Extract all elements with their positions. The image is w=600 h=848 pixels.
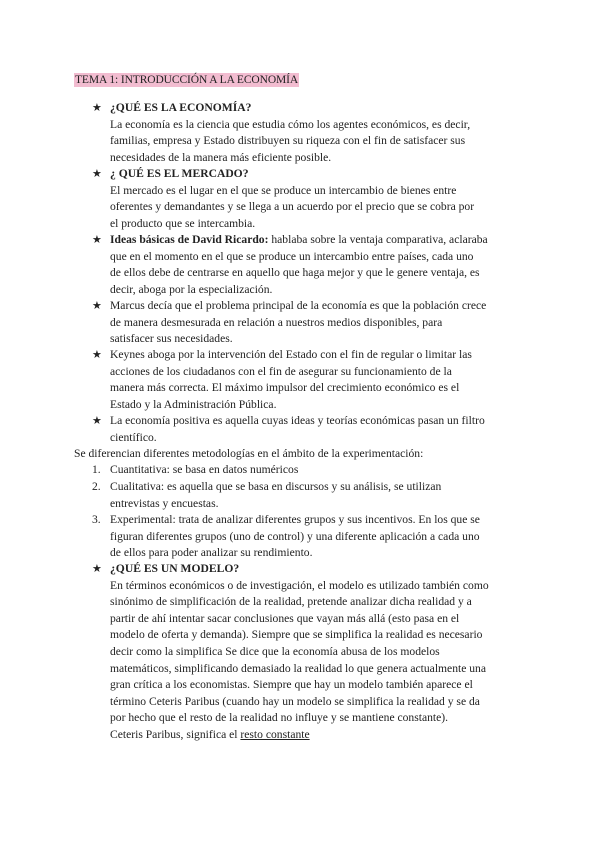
bullet-text-line: La economía es la ciencia que estudia cómo los agentes económicos, es decir,	[110, 117, 471, 131]
bullet-text-line: por hecho que el resto de la realidad no influye y se mantiene constante).	[110, 711, 449, 725]
bullet-text-line: que en el momento en el que se produce un intercambio entre países, cada uno	[110, 249, 474, 263]
bullet-bold-lead: Ideas básicas de David Ricardo:	[110, 233, 269, 246]
list-text-line: de ellos para poder analizar su rendimiento.	[110, 546, 313, 560]
star-icon: ★	[92, 102, 102, 114]
methodology-item-1	[92, 462, 524, 479]
star-icon: ★	[92, 300, 102, 312]
bullet-david-ricardo	[92, 232, 524, 298]
bullet-text-line: necesidades de la manera más eficiente posible.	[110, 150, 332, 164]
list-text-line: Cuantitativa: se basa en datos numéricos	[110, 463, 299, 476]
bullet-text-line: el producto que se intercambia.	[110, 216, 256, 230]
bullet-marcus	[92, 298, 524, 348]
star-icon: ★	[92, 349, 102, 361]
bullet-text-line: término Ceteris Paribus (cuando hay un modelo se simplifica la realidad y se da	[110, 694, 480, 708]
bullet-text-line: Keynes aboga por la intervención del Estado con el fin de regular o limitar las	[110, 348, 472, 361]
list-text-line: Cualitativa: es aquella que se basa en discursos y su análisis, se utilizan	[110, 480, 442, 493]
bullet-what-is-market	[92, 166, 524, 232]
bullet-heading: ¿QUÉ ES LA ECONOMÍA?	[110, 101, 252, 114]
bullet-text-line: matemáticos, simplificando demasiado la realidad lo que genera actualmente una	[110, 661, 487, 675]
bullet-text-line: Estado y la Administración Pública.	[110, 397, 277, 411]
methodology-item-3	[92, 512, 524, 562]
bullet-heading: ¿QUÉ ES UN MODELO?	[110, 562, 240, 575]
list-number: 1.	[92, 463, 101, 476]
star-icon: ★	[92, 234, 102, 246]
page-title: TEMA 1: INTRODUCCIÓN A LA ECONOMÍA	[75, 74, 299, 86]
bullet-text-line: El mercado es el lugar en el que se produce un intercambio de bienes entre	[110, 183, 457, 197]
bullet-text-line: científico.	[110, 430, 157, 444]
bullet-text-line: manera más correcta. El máximo impulsor del crecimiento económico es el	[110, 381, 460, 395]
last-line-lead: Ceteris Paribus, significa el	[110, 727, 241, 741]
underlined-term: resto constante	[240, 727, 310, 741]
bullet-what-is-model	[92, 561, 522, 744]
list-text-line: entrevistas y encuestas.	[110, 496, 219, 510]
bullet-text-line: modelo de oferta y demanda). Siempre que se simplifica la realidad es necesario	[110, 628, 483, 642]
methodology-item-2	[92, 479, 524, 512]
bullet-first-line	[110, 232, 524, 249]
star-icon: ★	[92, 563, 102, 575]
bullet-keynes	[92, 347, 524, 413]
bullet-first-line-rest: hablaba sobre la ventaja comparativa, aclaraba	[268, 233, 488, 246]
methodology-intro: Se diferencian diferentes metodologías en el ámbito de la experimentación:	[74, 447, 424, 460]
bullet-last-line	[110, 727, 522, 744]
bullet-text-line: sinónimo de simplificación de la realidad, pretende analizar dicha realidad y a	[110, 595, 472, 609]
list-text-line: figuran diferentes grupos (uno de control) y una diferente aplicación a cada uno	[110, 529, 480, 543]
bullet-positive-economy	[92, 413, 524, 446]
bullet-text-line: Marcus decía que el problema principal de la economía es que la población crece	[110, 299, 487, 312]
bullet-text-line: satisfacer sus necesidades.	[110, 332, 233, 346]
bullet-text-line: de manera desmesurada en relación a nuestros medios disponibles, para	[110, 315, 443, 329]
star-icon: ★	[92, 168, 102, 180]
bullet-text-line: de ellos debe de centrarse en aquello que haga mejor y que le genere ventaja, es	[110, 266, 480, 280]
bullet-text-line: acciones de los ciudadanos con el fin de asegurar su funcionamiento de la	[110, 364, 452, 378]
bullet-text-line: En términos económicos o de investigación, el modelo es utilizado también como	[110, 578, 489, 592]
bullet-text-line: partir de ahí intentar sacar conclusiones que vayan más allá (esto pasa en el	[110, 611, 460, 625]
bullet-text-line: decir, aboga por la especialización.	[110, 282, 273, 296]
bullet-heading: ¿ QUÉ ES EL MERCADO?	[110, 167, 249, 180]
bullet-text-line: decir como la simplifica Se dice que la economía abusa de los modelos	[110, 644, 440, 658]
bullet-text-line: oferentes y demandantes y se llega a un acuerdo por el precio que se cobra por	[110, 200, 475, 214]
bullet-text-line: familias, empresa y Estado distribuyen su riqueza con el fin de satisfacer sus	[110, 134, 466, 148]
bullet-text-line: gran crítica a los economistas. Siempre que hay un modelo también aparece el	[110, 678, 473, 692]
bullet-what-is-economy	[92, 100, 524, 166]
list-text-line: Experimental: trata de analizar diferentes grupos y sus incentivos. En los que se	[110, 513, 480, 526]
list-number: 2.	[92, 480, 101, 493]
star-icon: ★	[92, 415, 102, 427]
list-number: 3.	[92, 513, 101, 526]
bullet-text-line: La economía positiva es aquella cuyas ideas y teorías económicas pasan un filtro	[110, 414, 485, 427]
